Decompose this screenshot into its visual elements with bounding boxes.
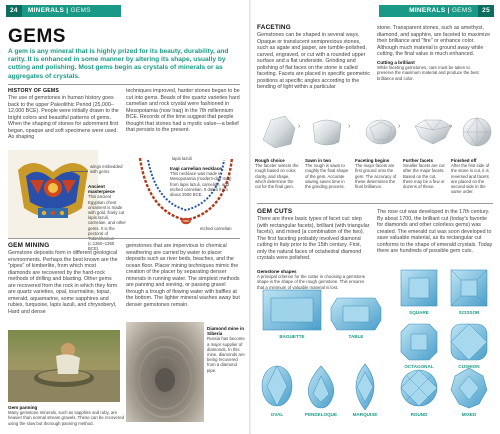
cutting-caption-title: Cutting a brilliant [377, 60, 415, 65]
oval-gem [262, 366, 292, 406]
marquise-gem [356, 364, 374, 410]
label-square: SQUARE [409, 310, 429, 315]
step-title: Rough choice [255, 158, 285, 163]
panning-caption-text: Many gemstone minerals, such as sapphire and ruby, are heavier than normal stream gravels. These can be recovered using the slow but thorough panning method. [8, 410, 124, 426]
necklace-caption-title: Iraqi carnelian necklace [170, 166, 222, 171]
step-title: Further facets [403, 158, 434, 163]
step-title: Finished off [451, 158, 477, 163]
left-header-sub: GEMS [70, 7, 91, 14]
mining-col2: gemstones that are impervious to chemical weathering are carried by water to placer deposits such as river beds, beaches, and the ocean floor. Placer mining techniques mimic the creation of the placer by separating denser minerals in running water. The simplest methods are panning and sieving, or passing gravel through a trough of flowing water with baffles at the bottom. The lighter mineral washes away but denser gemstones remain. [126, 243, 240, 308]
step-further-facets [403, 158, 447, 189]
step-text: Smaller facets are cut after the major facets. Based on the cut, there may be a few or dozens of these. [403, 163, 445, 190]
mining-col1: Gemstone deposits form in different geological environments. Perhaps the best known are the "pipes" of kimberlite, from which most diamonds are recovered by the hard-rock methods of drilling and blasting. Other gems are recovered from the rock in which they form are quartz varieties, opal, tourmaline, topaz, emerald, aquamarine, some sapphires and rubies, turquoise, lapis lazuli, and chrysoberyl, Hard and dense [8, 250, 118, 315]
label-table: TABLE [348, 334, 364, 339]
cutting-caption [377, 60, 487, 81]
label-oval: OVAL [270, 412, 284, 417]
step-faceting-begins [355, 158, 399, 189]
mining-heading: GEM MINING [8, 242, 50, 249]
pectoral-photo [8, 150, 98, 238]
step-rough-choice [255, 158, 299, 189]
right-header-sub: GEMS [451, 7, 473, 14]
history-col2: techniques improved, harder stones began to be cut into gems. Beads of the quartz varieties hard carnelian and rock crystal were fashioned in Mesopotamia (now Iraq) in the 7th millennium BCE. Records of the time suggest that people thought that stones had a mystic value—a belief that persists to the present. [126, 88, 240, 133]
necklace-caption [170, 166, 232, 197]
mixed-gem [451, 368, 487, 408]
shapes-caption-title: Gemstone shapes [257, 269, 297, 274]
faceting-col2: stone. Transparent stones, such as amethyst, diamond, and sapphire, are faceted to maximize their brilliance and "fire" or enhance color. Although much material is ground away while cutting, the final value is much enhanced. [377, 25, 491, 57]
lapis-caption: lapis lazuli [172, 156, 192, 161]
wings-caption: wings embedded with gems [90, 164, 123, 175]
label-mixed: MIXED [461, 412, 477, 417]
divider [8, 238, 240, 239]
step-text: The major facets are first ground onto the gem. The accuracy of these determines the final brilliance. [355, 163, 397, 190]
history-col1: The use of gemstones in human history goes back to the upper Paleolithic Period (25,000–12,000 BCE). People were initially drawn to the bright colors and beautiful patterns of gems. When the shaping of stones for adornment first began, opaque and soft specimens were used. As shaping [8, 95, 119, 140]
left-page [0, 0, 249, 434]
intro-text: A gem is any mineral that is highly prized for its beauty, durability, and rarity. It is enhanced in some manner by altering its shape, usually by cutting and polishing. Most gems begin as crystals of minerals or as aggregates of crystals. [8, 48, 229, 80]
divider [8, 84, 240, 85]
cuts-col1: There are three basic types of facet cut: step (with rectangular facets), brilliant (with triangular facets), and mixed (a combination of the two). The first faceting probably involved diamond cutting in Italy prior to the 15th century. First, only the natural faces of octahedral diamond crystals were polished. [257, 216, 370, 261]
square-gem [401, 270, 437, 306]
step-title: Sawn in two [305, 158, 332, 163]
etched-caption: etched carnelian [200, 226, 232, 231]
step-arrow-icon: › [450, 123, 453, 130]
label-round: ROUND [410, 412, 428, 417]
right-running-header: MINERALS | GEMS 25 [379, 5, 494, 17]
table-gem [331, 298, 381, 330]
round-gem [401, 370, 437, 406]
scissor-gem [451, 270, 487, 306]
step-sawn [305, 158, 349, 189]
label-baguette: BAGUETTE [279, 334, 305, 339]
history-heading: HISTORY OF GEMS [8, 88, 60, 94]
pectoral-caption-title: Ancient masterpiece [88, 184, 115, 195]
label-cushion: CUSHION [458, 364, 480, 369]
pendeloque-gem [308, 366, 334, 408]
step-arrow-icon: › [298, 123, 301, 130]
step-title: Faceting begins [355, 158, 390, 163]
right-page-number: 25 [478, 5, 494, 17]
label-pendeloque: PENDELOQUE [304, 412, 338, 417]
step-arrow-icon: › [398, 123, 401, 130]
label-scissor: SCISSOR [458, 310, 480, 315]
step-finished-off [451, 158, 495, 194]
panning-caption [8, 405, 126, 426]
diamond-caption-title: Diamond mine in Siberia [207, 326, 245, 337]
left-page-number: 24 [6, 5, 22, 17]
label-octagonal: OCTAGONAL [404, 364, 434, 369]
step-text: The rough is sawn to roughly the final shape of the gem. Accurate sawing saves time in the grinding process. [305, 163, 349, 190]
left-header-section: MINERALS [27, 7, 65, 14]
cushion-gem [451, 324, 487, 360]
faceting-heading: FACETING [257, 24, 291, 31]
right-page [251, 0, 500, 434]
step-text: The faceter selects the rough based on color, clarity, and shape, which determine the cut for the final gem. [255, 163, 299, 190]
diamond-mine-photo [126, 322, 204, 422]
necklace-caption-text: This necklace was made in Mesopotamia (modern-day Iraq) from lapis lazuli, carnelian, and etched carnelian. It dates from about 2500 BCE. [170, 171, 232, 198]
step-arrow-icon: › [348, 123, 351, 130]
pointer-line [70, 171, 88, 172]
faceting-col1: Gemstones can be shaped in several ways. Opaque or translucent semiprecious stones, such as agate and jasper, are tumble-polished, carved, engraved, or cut with a rounded upper surface and a flat underside. Grinding and polishing of flat faces on the stone is called faceting. Facets are placed in specific geometric positions at specific angles according to the bending of light within a particular [257, 32, 371, 90]
step-text: After the first side of the stone is cut, it is reversed and facets are placed on the second side in the same order. [451, 163, 490, 195]
label-marquise: MARQUISE [352, 412, 378, 417]
left-running-header: 24 MINERALS | GEMS [6, 5, 121, 17]
shapes-caption-text: A principal criterion for the cutter in choosing a gemstone shape is the shape of the rough gemstone. This ensures that a minimum of valuable material is lost. [257, 274, 366, 290]
page-title: GEMS [8, 26, 66, 47]
pectoral-caption-text: This ancient Egyptian chest ornament is made with gold, finely cut lapis lazuli, carnelian, and other gems. It is the pectoral of Tutankhamun (c.1360–1350 BCE). [88, 194, 126, 252]
faceting-steps-images [255, 110, 495, 154]
panning-photo [8, 330, 120, 402]
diamond-caption-text: Russia has become a major supplier of diamonds. In this mine, diamonds are being recovered from a diamond pipe. [207, 336, 245, 373]
panning-caption-title: Gem panning [8, 405, 38, 410]
pectoral-caption [88, 184, 126, 252]
divider [257, 203, 493, 204]
cuts-col2: The rose cut was developed in the 17th century. By about 1700, the brilliant cut (today's favorite for diamonds and other colorless gems) was created. The emerald cut was soon developed to save valuable material, as its rectangular cut conforms to the shape of emerald crystals. Today there are hundreds of possible gem cuts. [377, 209, 493, 254]
cuts-heading: GEM CUTS [257, 208, 293, 215]
gem-shapes-diagram [251, 262, 500, 422]
baguette-gem [263, 290, 321, 330]
diamond-caption [207, 326, 247, 373]
octagonal-gem [401, 324, 437, 360]
right-header-section: MINERALS [409, 7, 446, 14]
cutting-caption-text: While faceting gemstones, care must be taken to preserve the maximum material and produce the best brilliance and color. [377, 65, 479, 81]
